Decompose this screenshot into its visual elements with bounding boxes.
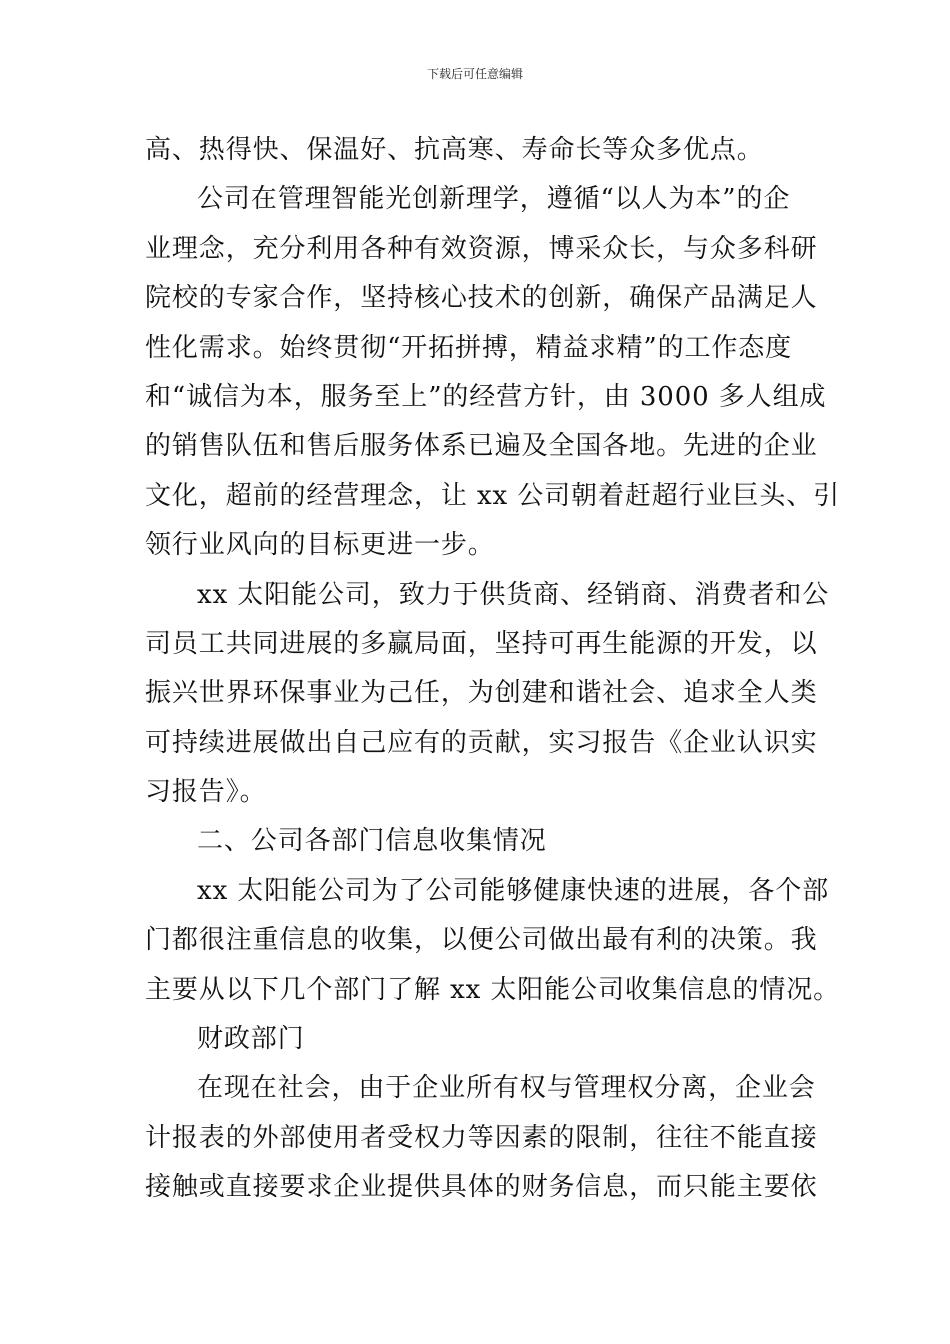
text-line: 公司在管理智能光创新理学，遵循“以人为本”的企 xyxy=(197,184,791,215)
text-line: 院校的专家合作，坚持核心技术的创新，确保产品满足人 xyxy=(145,283,818,314)
text-line: 的销售队伍和售后服务体系已遍及全国各地。先进的企业 xyxy=(145,431,818,462)
text-line: 领行业风向的目标更进一步。 xyxy=(145,530,495,561)
text-line: 和“诚信为本，服务至上”的经营方针，由 3000 多人组成 xyxy=(145,381,827,412)
text-line: 高、热得快、保温好、抗高寒、寿命长等众多优点。 xyxy=(145,135,764,165)
page-header-note: 下载后可任意编辑 xyxy=(426,67,523,81)
text-line: xx 太阳能公司为了公司能够健康快速的进展，各个部 xyxy=(197,875,830,906)
document-body xyxy=(145,126,841,1213)
text-line: 可持续进展做出自己应有的贡献，实习报告《企业认识实 xyxy=(145,727,818,758)
text-line: 性化需求。始终贯彻“开拓拼搏，精益求精”的工作态度 xyxy=(145,332,793,363)
text-line: 司员工共同进展的多赢局面，坚持可再生能源的开发，以 xyxy=(145,628,818,659)
text-line: 习报告》。 xyxy=(145,777,267,808)
text-line: 主要从以下几个部门了解 xx 太阳能公司收集信息的情况。 xyxy=(145,974,841,1005)
text-line: 业理念，充分利用各种有效资源，博采众长，与众多科研 xyxy=(145,233,818,264)
text-line: 接触或直接要求企业提供具体的财务信息，而只能主要依 xyxy=(145,1172,818,1203)
text-line: 计报表的外部使用者受权力等因素的限制，往往不能直接 xyxy=(145,1122,818,1153)
text-line: 二、公司各部门信息收集情况 xyxy=(197,826,547,857)
text-line: 振兴世界环保事业为己任，为创建和谐社会、追求全人类 xyxy=(145,678,818,709)
text-line: 在现在社会，由于企业所有权与管理权分离，企业会 xyxy=(197,1073,816,1104)
text-line: 文化，超前的经营理念，让 xx 公司朝着赶超行业巨头、引 xyxy=(145,480,841,511)
text-line: xx 太阳能公司，致力于供货商、经销商、消费者和公 xyxy=(197,579,830,610)
text-line: 门都很注重信息的收集，以便公司做出最有利的决策。我 xyxy=(145,925,818,956)
text-line: 财政部门 xyxy=(197,1024,305,1055)
